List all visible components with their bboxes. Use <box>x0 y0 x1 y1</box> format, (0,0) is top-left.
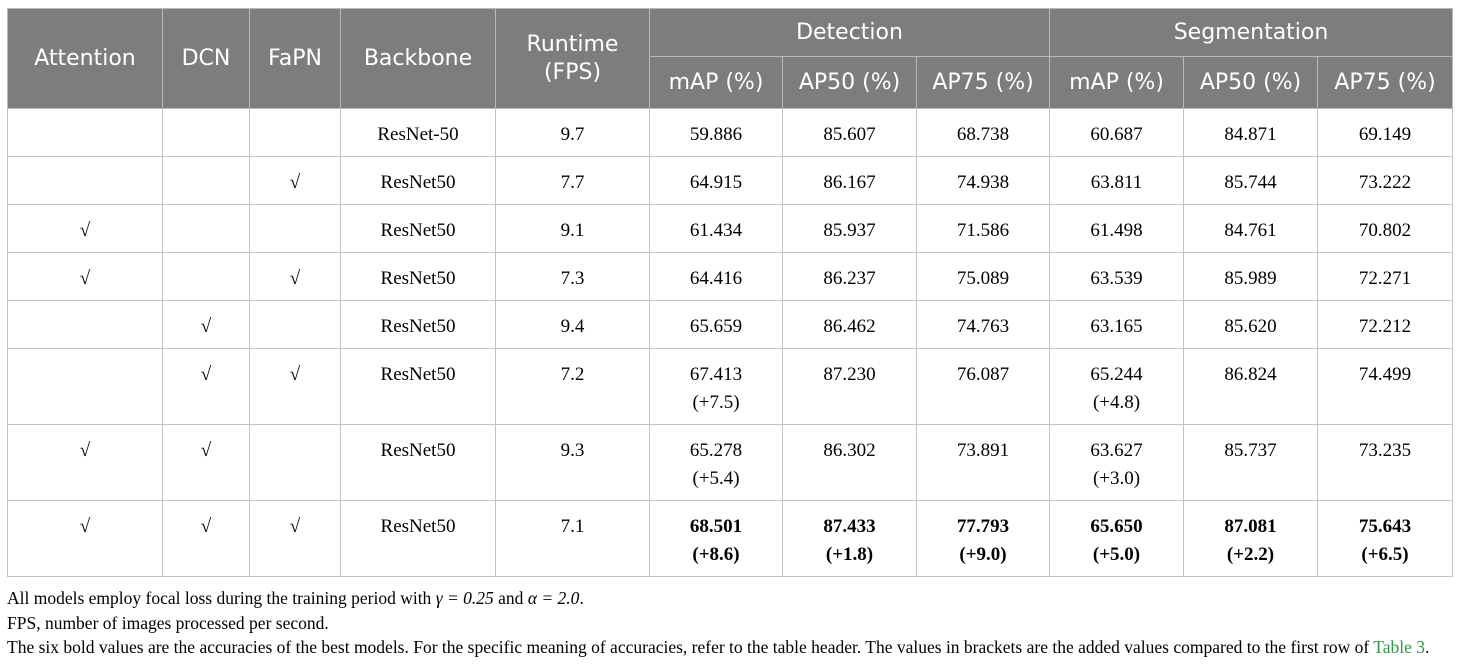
cell-fapn <box>250 109 341 157</box>
cell-dcn <box>163 157 250 205</box>
cell-detection-ap50: 86.237 <box>783 253 917 301</box>
cell-dcn <box>163 109 250 157</box>
cell-detection-ap75: 68.738 <box>917 109 1050 157</box>
cell-value: 65.650 <box>1090 516 1143 537</box>
table-3-link[interactable]: Table 3 <box>1373 637 1425 657</box>
table-footnotes <box>7 586 1457 660</box>
cell-dcn: √ <box>163 425 250 501</box>
cell-segmentation-map <box>1050 425 1184 501</box>
cell-fapn: √ <box>250 501 341 577</box>
cell-delta: (+9.0) <box>959 544 1007 565</box>
cell-dcn: √ <box>163 301 250 349</box>
header-dcn: DCN <box>163 9 250 109</box>
cell-delta: (+1.8) <box>825 544 874 565</box>
header-fapn: FaPN <box>250 9 341 109</box>
cell-segmentation-ap50: 85.620 <box>1184 301 1318 349</box>
footnote-fps: FPS, number of images processed per second. <box>7 612 329 633</box>
header-detection-ap75: AP75 (%) <box>917 57 1050 109</box>
cell-segmentation-ap50: 86.824 <box>1184 349 1318 425</box>
cell-backbone: ResNet50 <box>341 349 496 425</box>
cell-delta: (+3.0) <box>1092 468 1141 489</box>
cell-detection-ap50: 87.230 <box>783 349 917 425</box>
cell-segmentation-ap75: 73.222 <box>1318 157 1453 205</box>
cell-segmentation-map: 61.498 <box>1050 205 1184 253</box>
cell-value: 67.413 <box>689 364 743 385</box>
header-detection-map: mAP (%) <box>650 57 783 109</box>
cell-detection-ap75: 73.891 <box>917 425 1050 501</box>
cell-attention <box>8 349 163 425</box>
cell-fapn: √ <box>250 253 341 301</box>
cell-segmentation-ap50: 84.871 <box>1184 109 1318 157</box>
table-row <box>8 157 1453 205</box>
cell-attention: √ <box>8 253 163 301</box>
header-runtime: Runtime (FPS) <box>496 9 650 109</box>
footnote-text: All models employ focal loss during the training period with <box>7 588 436 608</box>
cell-segmentation-ap50 <box>1184 501 1318 577</box>
cell-fapn <box>250 425 341 501</box>
cell-fapn <box>250 301 341 349</box>
cell-detection-map: 59.886 <box>650 109 783 157</box>
cell-detection-map: 64.915 <box>650 157 783 205</box>
cell-runtime: 9.1 <box>496 205 650 253</box>
footnote-text: . <box>579 588 584 608</box>
cell-runtime: 9.3 <box>496 425 650 501</box>
cell-runtime: 7.3 <box>496 253 650 301</box>
cell-value: 87.081 <box>1224 516 1277 537</box>
cell-delta: (+6.5) <box>1361 544 1409 565</box>
cell-segmentation-ap75: 73.235 <box>1318 425 1453 501</box>
cell-detection-map <box>650 349 783 425</box>
cell-value: 87.433 <box>823 516 876 537</box>
cell-fapn: √ <box>250 157 341 205</box>
cell-attention <box>8 109 163 157</box>
cell-value: 68.501 <box>689 516 743 537</box>
cell-backbone: ResNet50 <box>341 301 496 349</box>
cell-value: 65.244 <box>1090 364 1143 385</box>
cell-segmentation-map <box>1050 349 1184 425</box>
footnote-focal-loss <box>7 586 1457 611</box>
cell-attention: √ <box>8 425 163 501</box>
footnote-text: The six bold values are the accuracies of the best models. For the specific meaning of accuracies, refer to the table header. The values in brackets are the added values compared to the first row of <box>7 637 1374 657</box>
cell-dcn <box>163 205 250 253</box>
cell-backbone: ResNet50 <box>341 501 496 577</box>
cell-delta: (+2.2) <box>1226 544 1275 565</box>
table-row <box>8 301 1453 349</box>
cell-attention <box>8 157 163 205</box>
table-row <box>8 425 1453 501</box>
cell-detection-ap75: 71.586 <box>917 205 1050 253</box>
cell-runtime: 7.7 <box>496 157 650 205</box>
cell-detection-ap75: 76.087 <box>917 349 1050 425</box>
header-segmentation-map: mAP (%) <box>1050 57 1184 109</box>
cell-runtime: 7.2 <box>496 349 650 425</box>
cell-segmentation-map: 63.165 <box>1050 301 1184 349</box>
cell-backbone: ResNet50 <box>341 205 496 253</box>
cell-backbone: ResNet-50 <box>341 109 496 157</box>
cell-delta: (+5.0) <box>1092 544 1141 565</box>
cell-detection-ap50: 86.302 <box>783 425 917 501</box>
cell-detection-map <box>650 425 783 501</box>
alpha-value: α = 2.0 <box>527 588 580 608</box>
table-row <box>8 109 1453 157</box>
cell-segmentation-ap75: 72.271 <box>1318 253 1453 301</box>
cell-detection-ap50: 85.607 <box>783 109 917 157</box>
cell-detection-ap50: 86.167 <box>783 157 917 205</box>
header-segmentation-ap75: AP75 (%) <box>1318 57 1453 109</box>
cell-detection-map: 65.659 <box>650 301 783 349</box>
ablation-results-table <box>7 8 1453 577</box>
cell-segmentation-ap75: 70.802 <box>1318 205 1453 253</box>
cell-attention <box>8 301 163 349</box>
cell-detection-ap75 <box>917 501 1050 577</box>
cell-detection-map: 64.416 <box>650 253 783 301</box>
cell-value: 77.793 <box>956 516 1010 537</box>
cell-delta: (+5.4) <box>692 468 740 489</box>
table-row <box>8 501 1453 577</box>
cell-value: 65.278 <box>689 440 743 461</box>
cell-dcn: √ <box>163 501 250 577</box>
cell-segmentation-ap50: 84.761 <box>1184 205 1318 253</box>
header-detection-ap50: AP50 (%) <box>783 57 917 109</box>
cell-runtime: 9.7 <box>496 109 650 157</box>
cell-delta: (+4.8) <box>1092 392 1141 413</box>
cell-backbone: ResNet50 <box>341 425 496 501</box>
footnote-text: . <box>1425 637 1430 657</box>
table-row <box>8 205 1453 253</box>
cell-runtime: 7.1 <box>496 501 650 577</box>
cell-detection-map <box>650 501 783 577</box>
cell-segmentation-ap75: 69.149 <box>1318 109 1453 157</box>
cell-detection-map: 61.434 <box>650 205 783 253</box>
table-row <box>8 349 1453 425</box>
cell-segmentation-ap50: 85.989 <box>1184 253 1318 301</box>
cell-detection-ap50: 86.462 <box>783 301 917 349</box>
cell-segmentation-ap50: 85.737 <box>1184 425 1318 501</box>
cell-delta: (+8.6) <box>692 544 740 565</box>
footnote-bold-values <box>7 635 1457 660</box>
cell-detection-ap75: 75.089 <box>917 253 1050 301</box>
header-segmentation-ap50: AP50 (%) <box>1184 57 1318 109</box>
cell-value: 63.627 <box>1090 440 1143 461</box>
cell-segmentation-ap50: 85.744 <box>1184 157 1318 205</box>
cell-fapn: √ <box>250 349 341 425</box>
cell-runtime: 9.4 <box>496 301 650 349</box>
cell-detection-ap75: 74.763 <box>917 301 1050 349</box>
table-row <box>8 253 1453 301</box>
cell-segmentation-map: 63.539 <box>1050 253 1184 301</box>
cell-attention: √ <box>8 205 163 253</box>
cell-backbone: ResNet50 <box>341 253 496 301</box>
cell-detection-ap75: 74.938 <box>917 157 1050 205</box>
cell-segmentation-ap75: 74.499 <box>1318 349 1453 425</box>
cell-detection-ap50 <box>783 501 917 577</box>
footnote-text: and <box>493 588 528 608</box>
cell-fapn <box>250 205 341 253</box>
cell-backbone: ResNet50 <box>341 157 496 205</box>
cell-segmentation-ap75 <box>1318 501 1453 577</box>
header-backbone: Backbone <box>341 9 496 109</box>
gamma-value: γ = 0.25 <box>435 588 494 608</box>
cell-segmentation-map: 63.811 <box>1050 157 1184 205</box>
cell-detection-ap50: 85.937 <box>783 205 917 253</box>
cell-attention: √ <box>8 501 163 577</box>
cell-segmentation-map <box>1050 501 1184 577</box>
cell-delta: (+7.5) <box>692 392 740 413</box>
cell-dcn: √ <box>163 349 250 425</box>
header-segmentation: Segmentation <box>1050 9 1453 57</box>
cell-value: 75.643 <box>1358 516 1412 537</box>
header-attention: Attention <box>8 9 163 109</box>
cell-segmentation-map: 60.687 <box>1050 109 1184 157</box>
cell-segmentation-ap75: 72.212 <box>1318 301 1453 349</box>
header-detection: Detection <box>650 9 1050 57</box>
cell-dcn <box>163 253 250 301</box>
